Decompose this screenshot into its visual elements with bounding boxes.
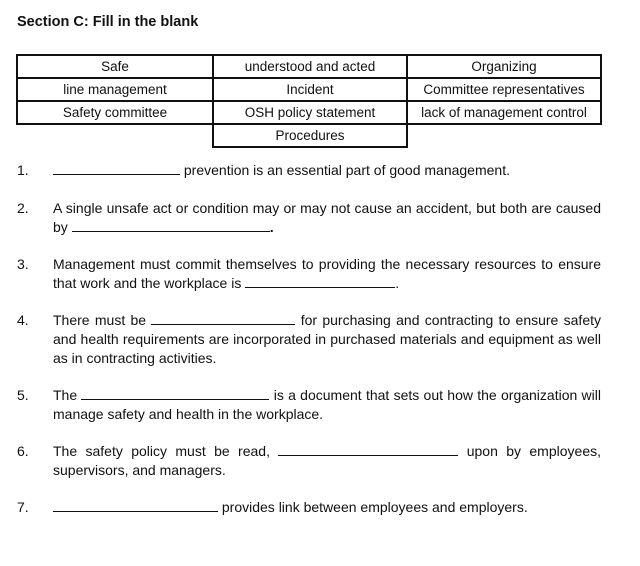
question-text-after: provides link between employees and employers.: [218, 499, 528, 515]
question-number: 7.: [17, 499, 29, 515]
question-text: [53, 498, 601, 517]
answer-blank[interactable]: [245, 274, 395, 288]
question-text-before: There must be: [53, 312, 152, 328]
word-bank-cell: Committee representatives: [407, 78, 601, 101]
question-text-after: upon by employees, supervisors, and managers.: [53, 443, 601, 478]
word-bank-cell: OSH policy statement: [213, 101, 407, 124]
question-text-before: The: [53, 387, 82, 403]
question-text-after: prevention is an essential part of good management.: [180, 162, 510, 178]
word-bank-cell: line management: [17, 78, 213, 101]
answer-blank[interactable]: [53, 498, 218, 512]
question-number: 6.: [17, 443, 29, 459]
question-number: 3.: [17, 256, 29, 272]
question-number: 2.: [17, 200, 29, 216]
answer-blank[interactable]: [72, 218, 270, 232]
answer-blank[interactable]: [53, 161, 180, 175]
word-bank-empty-cell: [17, 124, 213, 147]
question-text-before: Management must commit themselves to providing the necessary resources to ensure that work and the workplace is: [53, 256, 601, 291]
word-bank-cell: lack of management control: [407, 101, 601, 124]
word-bank-cell: Incident: [213, 78, 407, 101]
word-bank-cell: Organizing: [407, 55, 601, 78]
word-bank-row: [17, 78, 601, 101]
word-bank-table: [16, 54, 602, 148]
question-text-after: .: [395, 275, 400, 291]
question-text: [53, 161, 601, 180]
word-bank-cell: Procedures: [213, 124, 407, 147]
question-text-after: for purchasing and contracting to ensure safety and health requirements are incorporated in purchased materials and equipment as well as in contracting activities.: [53, 312, 601, 366]
word-bank-cell: Safety committee: [17, 101, 213, 124]
word-bank-empty-cell: [407, 124, 601, 147]
answer-blank[interactable]: [151, 311, 295, 325]
question-text-before: The safety policy must be read,: [53, 443, 279, 459]
question-number: 1.: [17, 162, 29, 178]
question-text: [53, 386, 601, 424]
section-title: Section C: Fill in the blank: [17, 14, 199, 30]
question-number: 4.: [17, 312, 29, 328]
word-bank-row: [17, 124, 601, 147]
word-bank-row: [17, 55, 601, 78]
answer-blank[interactable]: [278, 442, 458, 456]
question-text: [53, 311, 601, 368]
question-text-after: is a document that sets out how the organization will manage safety and health in the workplace.: [53, 387, 601, 422]
word-bank-cell: Safe: [17, 55, 213, 78]
question-text-before: A single unsafe act or condition may or may not cause an accident, but both are caused by: [53, 200, 601, 235]
answer-blank[interactable]: [81, 386, 269, 400]
question-text: [53, 442, 601, 480]
question-text-after: .: [269, 219, 274, 235]
word-bank-row: [17, 101, 601, 124]
word-bank-cell: understood and acted: [213, 55, 407, 78]
question-number: 5.: [17, 387, 29, 403]
question-text: [53, 199, 601, 237]
question-text: [53, 255, 601, 293]
